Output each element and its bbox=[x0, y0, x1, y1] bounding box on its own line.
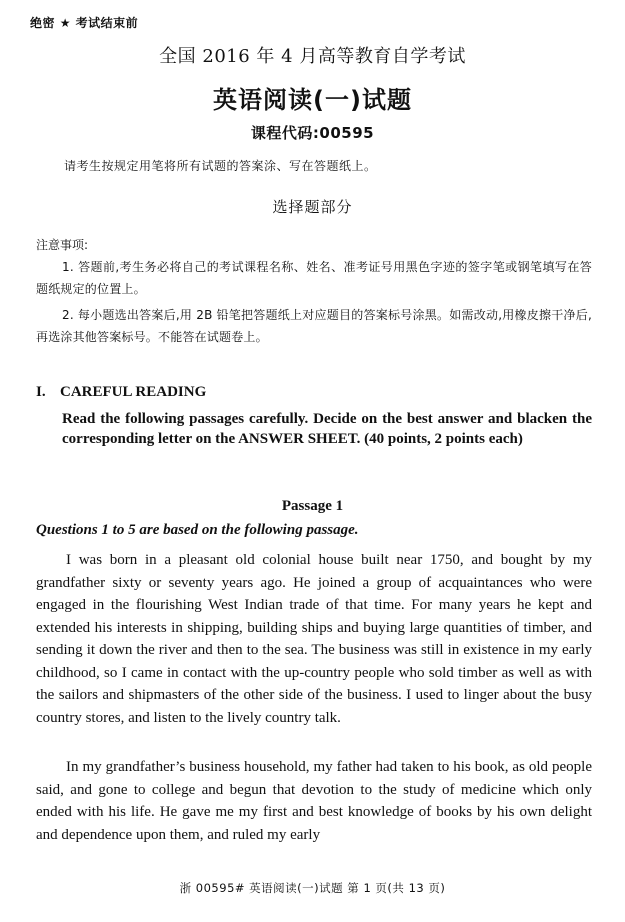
star-icon: ★ bbox=[59, 16, 71, 30]
notice-item: 1. 答题前,考生务必将自己的考试课程名称、姓名、准考证号用黑色字迹的签字笔或钢笔填写在答题纸规定的位置上。 bbox=[36, 260, 592, 296]
subject-title: 英语阅读(一)试题 bbox=[213, 86, 412, 114]
passage-paragraph: In my grandfather’s business household, my father had taken to his book, as old people said, and gone to college and begun that devotion to the study of medicine which only ended with his life. He gave me my first and best knowledge of books by his own delight and dependence upon them, and ruled my early bbox=[36, 759, 592, 843]
part-instruction: Read the following passages carefully. Decide on the best answer and blacken the corresponding letter on the ANSWER SHEET. (40 points, 2 points each) bbox=[62, 411, 592, 447]
general-instruction: 请考生按规定用笔将所有试题的答案涂、写在答题纸上。 bbox=[64, 159, 377, 173]
passage-title: Passage 1 bbox=[281, 498, 344, 514]
confidential-mark bbox=[30, 14, 138, 31]
notice-item: 2. 每小题选出答案后,用 2B 铅笔把答题纸上对应题目的答案标号涂黑。如需改动,用橡皮擦干净后,再选涂其他答案标号。不能答在试题卷上。 bbox=[36, 308, 592, 344]
part-heading bbox=[36, 384, 206, 401]
page-footer: 浙 00595# 英语阅读(一)试题 第 1 页(共 13 页) bbox=[179, 881, 446, 895]
notice-title: 注意事项: bbox=[36, 238, 89, 252]
part-title: CAREFUL READING bbox=[60, 384, 207, 400]
question-note: Questions 1 to 5 are based on the following passage. bbox=[36, 522, 359, 538]
exam-title: 全国 2016 年 4 月高等教育自学考试 bbox=[159, 46, 466, 67]
passage-paragraph: I was born in a pleasant old colonial house built near 1750, and bought by my grandfather sixty or seventy years ago. He joined a group of acquaintances who were engaged in the flourishing West Indian trade of that time. For many years he kept and extended his interests in shipping, building ships and buying large quantities of timber, and sending it down the river and then to the sea. The business was still in existence in my early childhood, so I came in contact with the up-country people who sold timber as well as with the sailors and shipmasters of the other side of the business. I used to linger about the busy country stores, and listen to the lively country talk. bbox=[36, 552, 592, 726]
section-part-title: 选择题部分 bbox=[272, 198, 353, 216]
course-code: 课程代码:00595 bbox=[250, 124, 375, 142]
secret-text: 考试结束前 bbox=[75, 16, 139, 30]
part-number: I. bbox=[36, 384, 46, 400]
secret-label: 绝密 bbox=[30, 16, 56, 30]
